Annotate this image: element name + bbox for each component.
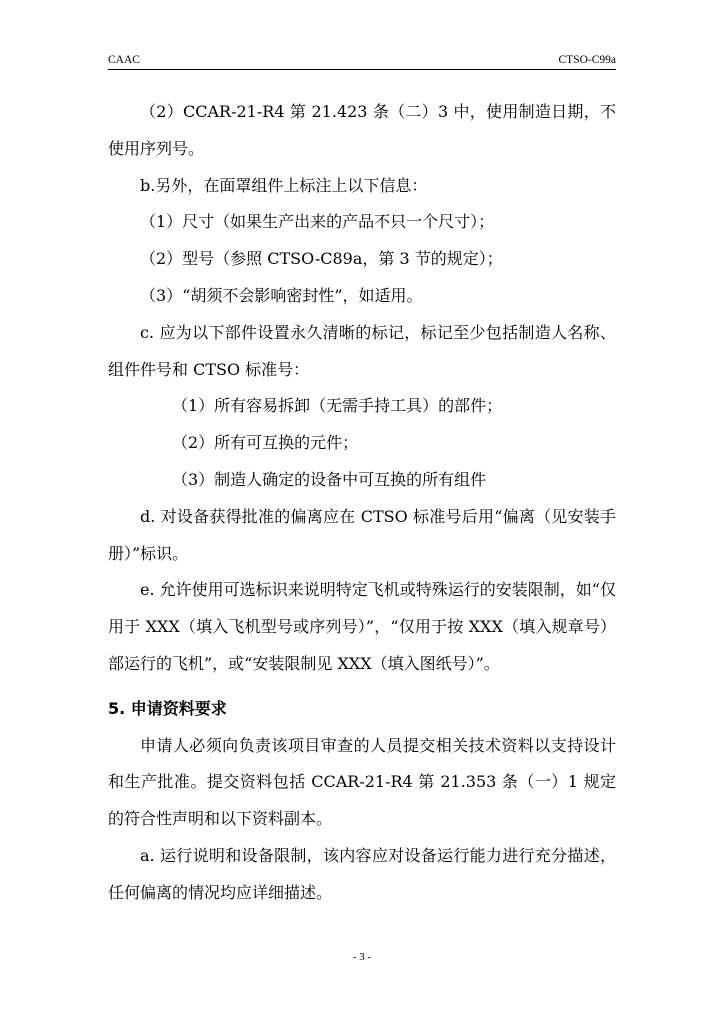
section-heading: 5. 申请资料要求 (108, 698, 227, 718)
paragraph-application-data: 申请人必须向负责该项目审查的人员提交相关技术资料以支持设计和生产批准。提交资料包括 CCAR-21-R4 第 21.353 条（一）1 规定的符合性声明和以下资料副本。 (108, 735, 616, 829)
list-item-interchangeable-elements: （2）所有可互换的元件； (172, 433, 359, 453)
paragraph-d-deviation: d. 对设备获得批准的偏离应在 CTSO 标准号后用“偏离（见安装手册）”标识。 (108, 506, 616, 563)
header-divider (108, 69, 616, 70)
paragraph-e-installation: e. 允许使用可选标识来说明特定飞机或特殊运行的安装限制，如“仅用于 XXX（填入飞机型号或序列号）”，“仅用于按 XXX（填入规章号）部运行的飞机”，或“安装限制见 XXX（填入图纸号）”。 (108, 580, 616, 673)
paragraph-c-marking: c. 应为以下部件设置永久清晰的标记，标记至少包括制造人名称、组件件号和 CTSO 标准号： (108, 322, 616, 379)
list-item-model: （2）型号（参照 CTSO-C89a，第 3 节的规定）； (140, 249, 503, 269)
paragraph-a-operation: a. 运行说明和设备限制，该内容应对设备运行能力进行充分描述，任何偏离的情况均应详细描述。 (108, 845, 616, 902)
header-org: CAAC (108, 54, 140, 66)
list-item-size: （1）尺寸（如果生产出来的产品不只一个尺寸）； (140, 212, 495, 232)
paragraph-serial-note: （2）CCAR-21-R4 第 21.423 条（二）3 中，使用制造日期，不使用序列号。 (108, 102, 616, 158)
page-header (108, 52, 616, 68)
list-item-beard: （3）“胡须不会影响密封性”，如适用。 (140, 285, 423, 305)
paragraph-b-intro: b.另外，在面罩组件上标注上以下信息： (140, 175, 428, 195)
document-body (108, 94, 616, 912)
list-item-interchangeable-assemblies: （3）制造人确定的设备中可互换的所有组件 (172, 469, 487, 489)
list-item-removable-parts: （1）所有容易拆卸（无需手持工具）的部件； (172, 396, 503, 416)
page-number: - 3 - (352, 951, 372, 963)
header-doc-number: CTSO-C99a (558, 54, 616, 66)
